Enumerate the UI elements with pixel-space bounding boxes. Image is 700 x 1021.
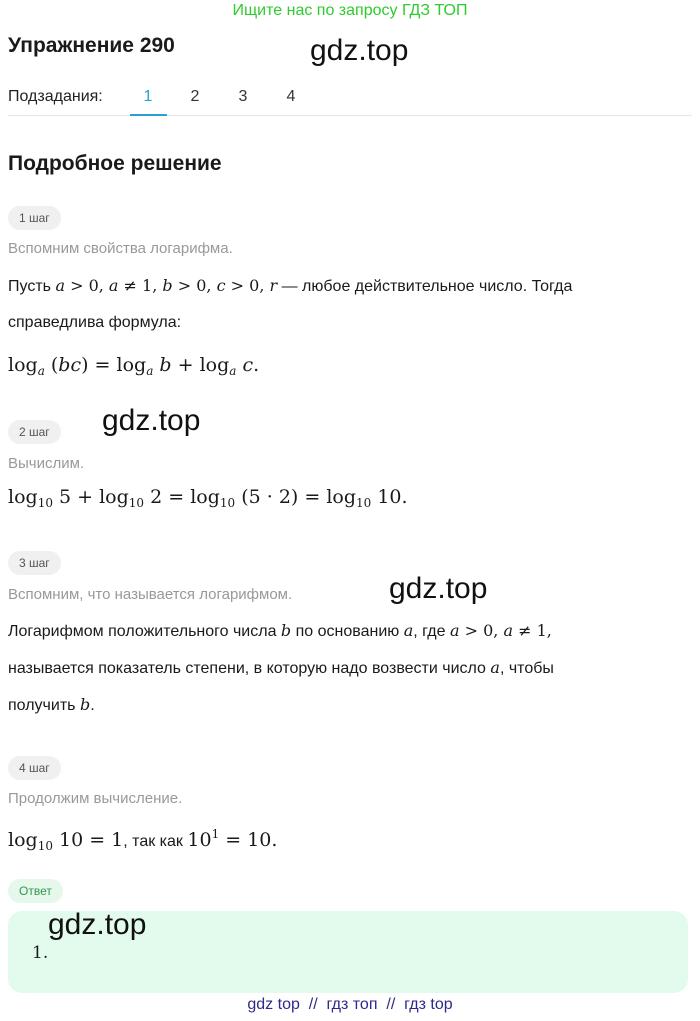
step-4-text-1: , так как — [123, 833, 183, 850]
step-1-text — [8, 268, 692, 341]
tab-subtask-4[interactable]: 4 — [286, 88, 296, 105]
step-1-hint: Вспомним свойства логарифма. — [8, 240, 233, 257]
page-title: Упражнение 290 — [8, 34, 175, 57]
answer-value: 1. — [32, 943, 49, 963]
watermark: gdz.top — [102, 404, 201, 437]
watermark: gdz.top — [389, 572, 488, 605]
active-tab-indicator — [130, 114, 167, 116]
step-3-text-1: Логарифмом положительного числа — [8, 623, 277, 640]
step-1-formula: $\log_a (bc) = \log_a b + \log_a c$. — [8, 354, 260, 378]
footer-links: gdz top // гдз топ // гдз top — [247, 996, 453, 1013]
step-2-hint: Вычислим. — [8, 455, 85, 472]
step-1-condition-math: a > 0, a ≠ 1, b > 0, c > 0, r — [55, 276, 278, 295]
step-3-hint: Вспомним, что называется логарифмом. — [8, 586, 293, 603]
section-title: Подробное решение — [8, 152, 222, 175]
step-3-text: Логарифмом положительного числа b по основанию a, где a > 0, a ≠ 1, называется показатель степени, в которую надо возвести число a, чтобы получить b. — [8, 621, 554, 714]
step-1-text-1: Пусть — [8, 278, 51, 295]
step-3-text-4: называется показатель степени, в которую надо возвести число — [8, 660, 486, 677]
step-3-text-3: , где — [413, 623, 446, 640]
promo-banner: Ищите нас по запросу ГДЗ ТОП — [232, 2, 468, 19]
subtasks-label: Подзадания: — [8, 88, 103, 105]
answer-badge: Ответ — [8, 879, 63, 903]
step-4-hint: Продолжим вычисление. — [8, 790, 183, 807]
step-4-badge: 4 шаг — [8, 756, 61, 780]
tab-subtask-2[interactable]: 2 — [190, 88, 200, 105]
step-2-badge: 2 шаг — [8, 420, 61, 444]
step-2-formula: $\log_{10} 5 + \log_{10} 2 = \log_{10} (5 \cdot 2) = \log_{10} 10$. — [8, 486, 408, 510]
step-1-badge: 1 шаг — [8, 206, 61, 230]
step-3-text-5: , чтобы — [499, 660, 554, 677]
step-1-text-2: — любое действительное число. Тогда — [281, 278, 573, 295]
step-3-text-2: по основанию — [295, 623, 400, 640]
step-1-text-3: справедлива формула: — [8, 314, 182, 331]
step-4-text: $\log_{10} 10 = 1$, так как $10^1 = 10$. — [8, 827, 278, 853]
step-3-text-6: получить — [8, 697, 76, 714]
step-3-badge: 3 шаг — [8, 551, 61, 575]
tab-subtask-1[interactable]: 1 — [143, 88, 153, 105]
tab-subtask-3[interactable]: 3 — [238, 88, 248, 105]
tabs-divider — [8, 115, 692, 116]
watermark: gdz.top — [310, 34, 409, 67]
watermark: gdz.top — [48, 908, 147, 941]
